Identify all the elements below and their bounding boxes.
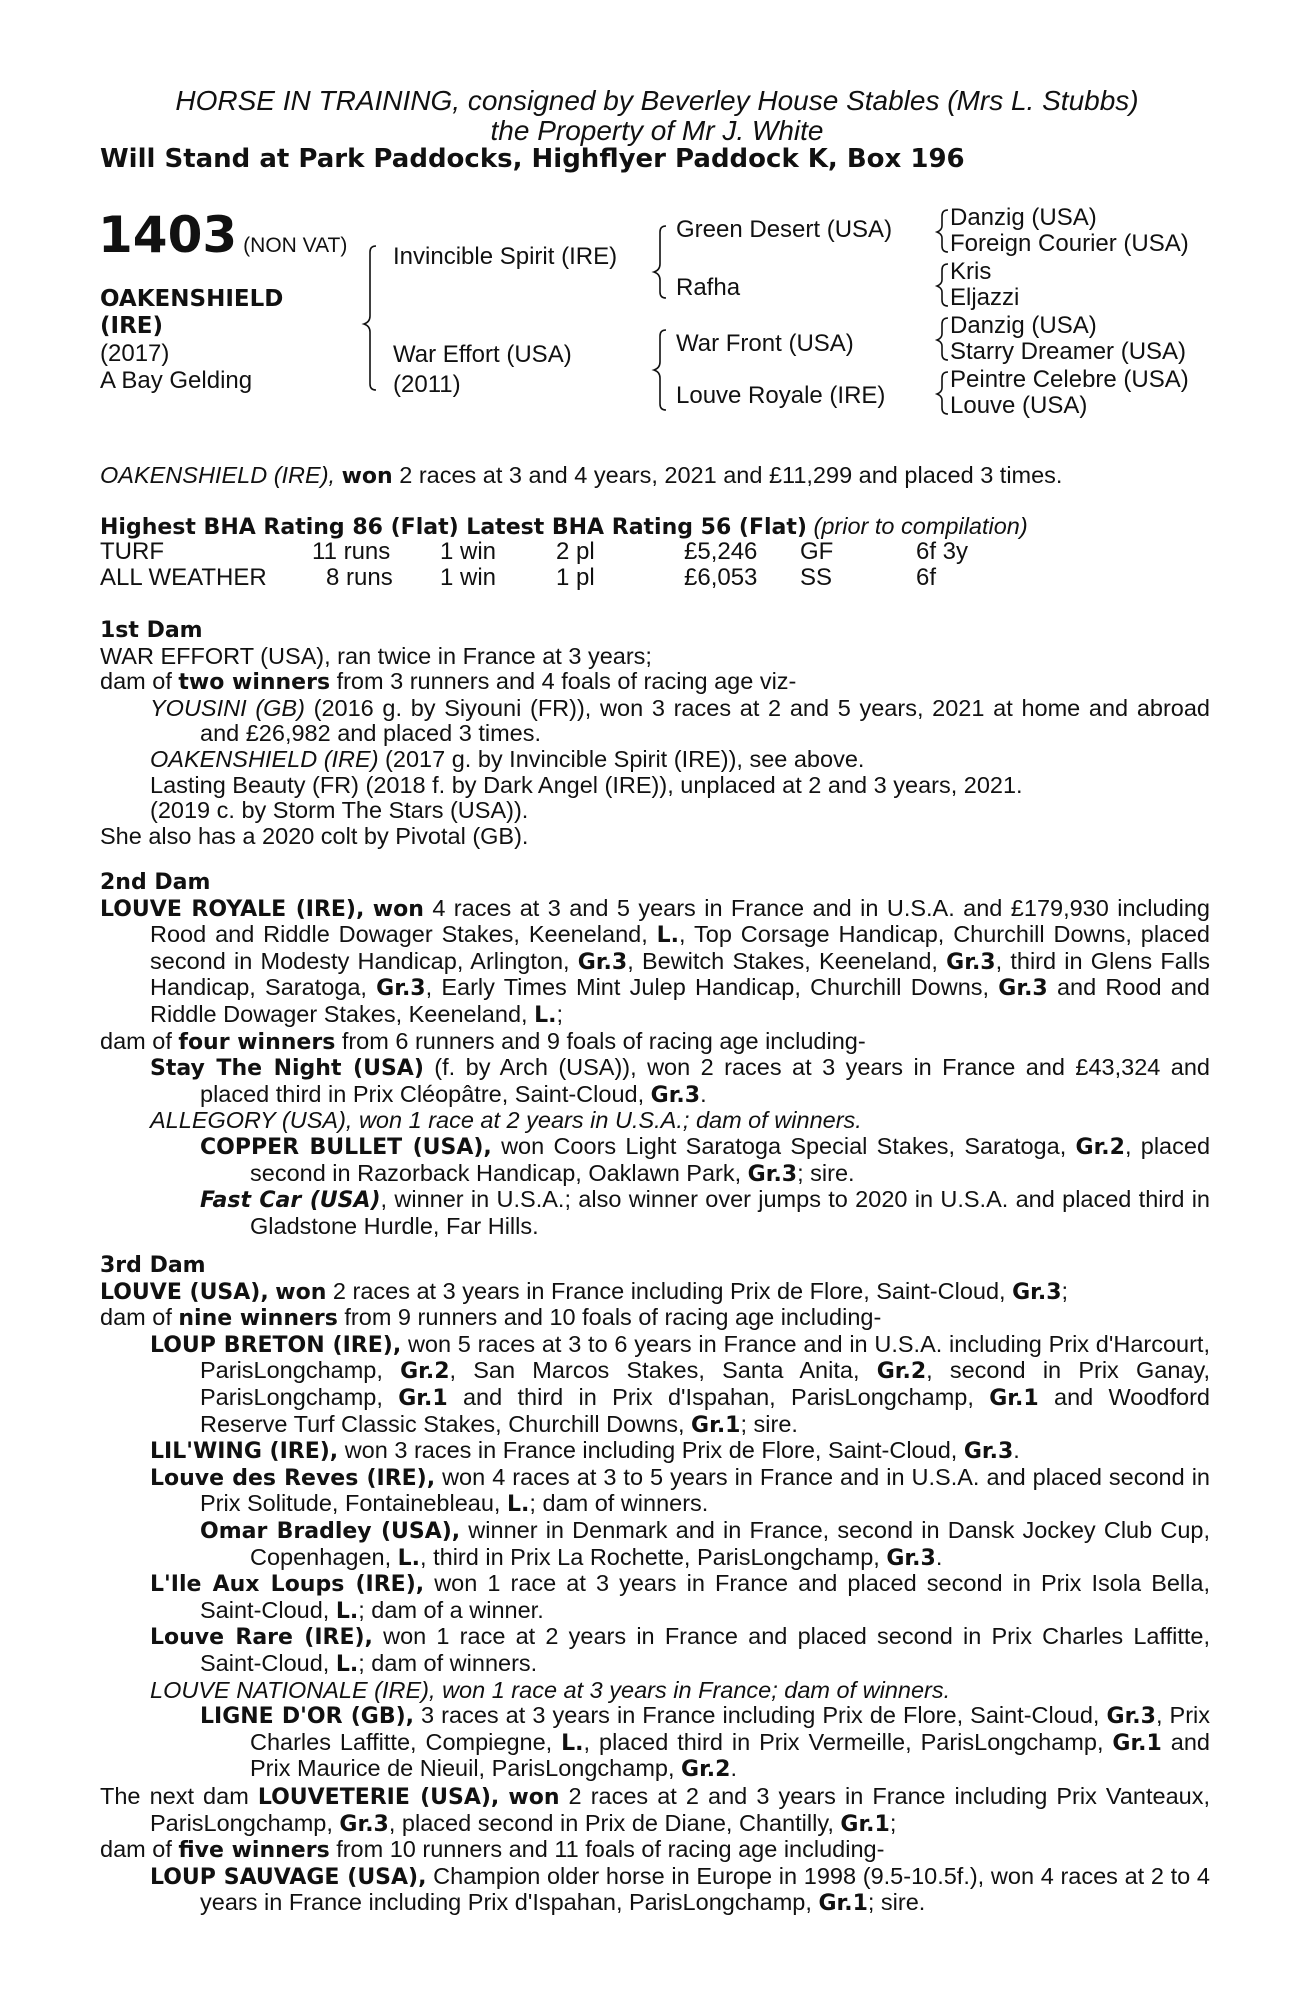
- won: won: [508, 1785, 560, 1810]
- summary-won: won: [341, 464, 393, 489]
- listed: L.: [335, 1651, 359, 1677]
- text: (2016 g. by Siyouni (FR)), won 3 races at 2 and 5 years, 2021 at home and abroad and £26,982 and placed 3 times.: [200, 694, 1210, 747]
- also-has-line: She also has a 2020 colt by Pivotal (GB).: [100, 822, 529, 849]
- text: The next dam: [100, 1783, 258, 1809]
- sire: Invincible Spirit (IRE): [393, 243, 618, 270]
- text: dam of: [100, 668, 179, 695]
- grade: Gr.2: [681, 1757, 731, 1783]
- ggp-8: Louve (USA): [950, 392, 1088, 419]
- text: , Bewitch Stakes, Keeneland,: [627, 947, 947, 974]
- listed: L.: [335, 1598, 359, 1624]
- third-dam-heading: 3rd Dam: [100, 1253, 206, 1278]
- first-dam-line: WAR EFFORT (USA), ran twice in France at 3 years;: [100, 642, 652, 669]
- text: (2017 g. by Invincible Spirit (IRE)), see above.: [378, 745, 865, 772]
- ggp-3: Kris: [950, 258, 992, 285]
- text: ; dam of winners.: [358, 1649, 538, 1676]
- dam-name: LOUVE (USA),: [100, 1279, 269, 1305]
- grade: Gr.3: [376, 976, 426, 1002]
- stat-going: SS: [800, 564, 833, 591]
- text: Champion older horse in Europe in 1998 (9.5-10.5f.), won 4 races at 2 to 4 years in France including Prix d'Ispahan, ParisLongchamp,: [200, 1862, 1210, 1916]
- progeny-entry: Lasting Beauty (FR) (2018 f. by Dark Angel (IRE)), unplaced at 2 and 3 years, 2021.: [150, 771, 1023, 798]
- grade: Gr.3: [963, 1439, 1014, 1465]
- text: dam of: [100, 1836, 179, 1863]
- text: 3 races at 3 years in France including Prix de Flore, Saint-Cloud,: [414, 1702, 1107, 1729]
- grade: Gr.3: [577, 949, 628, 975]
- rating-bold: Highest BHA Rating 86 (Flat) Latest BHA Rating 56 (Flat): [100, 515, 807, 540]
- text: .: [1013, 1437, 1020, 1464]
- next-dam-section: [100, 1784, 1210, 1917]
- third-dam-section: [100, 1253, 1210, 1783]
- second-dam-heading: 2nd Dam: [100, 870, 211, 895]
- dam-dam: Louve Royale (IRE): [676, 382, 886, 409]
- stat-going: GF: [800, 538, 834, 565]
- grade: Gr.1: [818, 1891, 868, 1917]
- progeny-name: OAKENSHIELD (IRE): [150, 745, 379, 772]
- grade: Gr.3: [886, 1545, 936, 1571]
- text: (f. by Arch (USA)), won 2 races at 3 years in France and £43,324 and placed third in Prix Cléopâtre, Saint-Cloud,: [200, 1054, 1210, 1107]
- text: dam of: [100, 1027, 179, 1054]
- stat-surface: ALL WEATHER: [100, 564, 267, 591]
- grade: Gr.2: [876, 1359, 927, 1385]
- progeny-name: Omar Bradley (USA),: [200, 1518, 461, 1544]
- text: and Prix Maurice de Nieuil, ParisLongchamp,: [250, 1728, 1210, 1782]
- first-dam-section: [100, 618, 1210, 849]
- text: and Woodford Reserve Turf Classic Stakes, Churchill Downs,: [200, 1383, 1210, 1437]
- text: , third in Glens Falls Handicap, Saratoga,: [150, 947, 1211, 1001]
- stat-wins: 1 win: [440, 564, 497, 591]
- text: won 4 races at 3 to 5 years in France and in U.S.A. and placed second in Prix Solitude, Fontainebleau,: [200, 1463, 1210, 1517]
- text: , placed second in Razorback Handicap, Oaklawn Park,: [250, 1132, 1211, 1186]
- progeny-name: LIL'WING (IRE),: [150, 1439, 339, 1465]
- text: from 6 runners and 9 foals of racing age including-: [335, 1027, 866, 1054]
- first-dam-heading: 1st Dam: [100, 618, 203, 643]
- dam-name: LOUVE ROYALE (IRE),: [100, 896, 365, 922]
- ggp-1: Danzig (USA): [950, 204, 1097, 231]
- text: winner in Denmark and in France, second in Dansk Jockey Club Cup, Copenhagen,: [250, 1516, 1210, 1570]
- text: .: [935, 1543, 943, 1570]
- stat-runs: 11 runs: [312, 538, 391, 565]
- stand-line: Will Stand at Park Paddocks, Highflyer Paddock K, Box 196: [100, 144, 965, 174]
- text: won Coors Light Saratoga Special Stakes, Saratoga,: [491, 1132, 1076, 1159]
- grade: Gr.2: [400, 1359, 450, 1385]
- horse-year: (2017): [100, 340, 170, 367]
- progeny-name: Louve Rare (IRE),: [150, 1625, 373, 1651]
- stat-wins: 1 win: [440, 538, 497, 565]
- text: from 3 runners and 4 foals of racing age viz-: [330, 668, 797, 695]
- grade: Gr.3: [650, 1082, 701, 1108]
- text: .: [730, 1755, 737, 1782]
- grade: Gr.3: [1012, 1279, 1062, 1305]
- stat-money: £6,053: [684, 564, 758, 591]
- progeny-entry: [100, 747, 1210, 773]
- summary-text: 2 races at 3 and 4 years, 2021 and £11,299 and placed 3 times.: [392, 462, 1063, 488]
- stat-money: £5,246: [684, 538, 758, 565]
- text: , second in Prix Ganay, ParisLongchamp,: [200, 1357, 1211, 1410]
- second-dam-section: [100, 870, 1210, 1239]
- text: ;: [556, 1000, 563, 1027]
- progeny-name: Fast Car (USA): [200, 1188, 381, 1214]
- grade: Gr.3: [339, 1811, 389, 1837]
- text: .: [700, 1080, 707, 1107]
- winners-count: nine winners: [178, 1306, 338, 1332]
- text: ; dam of winners.: [529, 1490, 709, 1517]
- stat-placed: 1 pl: [556, 564, 595, 591]
- summary-name: OAKENSHIELD (IRE),: [100, 462, 336, 488]
- listed: L.: [561, 1730, 584, 1756]
- race-summary: [100, 463, 1210, 490]
- grade: Gr.3: [1106, 1704, 1156, 1730]
- text: 4 races at 3 and 5 years in France and in U.S.A. and £179,930 including Rood and Riddle Dowager Stakes, Keeneland,: [150, 894, 1211, 948]
- text: , Early Times Mint Julep Handicap, Churchill Downs,: [425, 974, 999, 1001]
- text: , third in Prix La Rochette, ParisLongchamp,: [420, 1543, 887, 1570]
- grade: Gr.1: [1112, 1730, 1162, 1756]
- consignor-line: HORSE IN TRAINING, consigned by Beverley House Stables (Mrs L. Stubbs): [175, 85, 1139, 116]
- progeny-name: Stay The Night (USA): [150, 1056, 424, 1082]
- grade: Gr.1: [398, 1385, 448, 1411]
- dam-name: LOUVETERIE (USA),: [257, 1785, 500, 1810]
- dam-sire: War Front (USA): [676, 330, 854, 357]
- lot-number: 1403: [98, 206, 238, 264]
- text: , placed third in Prix Vermeille, ParisLongchamp,: [583, 1728, 1113, 1755]
- text: , San Marcos Stakes, Santa Anita,: [449, 1357, 877, 1384]
- text: and Rood and Riddle Dowager Stakes, Keeneland,: [150, 974, 1210, 1027]
- sire-sire: Green Desert (USA): [676, 216, 893, 243]
- grade: Gr.1: [840, 1811, 890, 1837]
- text: ; sire.: [797, 1159, 855, 1186]
- won: won: [372, 896, 424, 922]
- text: , placed second in Prix de Diane, Chantilly,: [388, 1809, 841, 1836]
- text: , Top Corsage Handicap, Churchill Downs, placed second in Modesty Handicap, Arlington,: [150, 921, 1210, 974]
- horse-name: OAKENSHIELD: [100, 286, 284, 312]
- listed: L.: [534, 1002, 557, 1028]
- progeny-name: L'Ile Aux Loups (IRE),: [150, 1572, 425, 1598]
- listed: L.: [397, 1545, 421, 1571]
- stat-runs: 8 runs: [326, 564, 393, 591]
- text: , Prix Charles Laffitte, Compiegne,: [250, 1702, 1211, 1755]
- grade: Gr.1: [691, 1412, 741, 1438]
- stat-distance: 6f 3y: [916, 538, 969, 565]
- text: 2 races at 3 years in France including Prix de Flore, Saint-Cloud,: [326, 1277, 1013, 1304]
- dam-year: (2011): [393, 371, 461, 398]
- text: won 3 races in France including Prix de Flore, Saint-Cloud,: [338, 1437, 964, 1464]
- ggp-5: Danzig (USA): [950, 312, 1097, 339]
- text: ; sire.: [867, 1889, 926, 1916]
- text: and third in Prix d'Ispahan, ParisLongchamp,: [447, 1383, 990, 1410]
- text: ;: [889, 1809, 897, 1836]
- progeny-entry: (2019 c. by Storm The Stars (USA)).: [150, 797, 529, 824]
- text: won 1 race at 3 years in France and placed second in Prix Isola Bella, Saint-Cloud,: [200, 1570, 1210, 1623]
- text: dam of: [100, 1304, 179, 1331]
- ggp-2: Foreign Courier (USA): [950, 230, 1189, 257]
- stat-surface: TURF: [100, 538, 164, 565]
- ggp-4: Eljazzi: [950, 284, 1020, 311]
- progeny-name: Louve des Reves (IRE),: [150, 1465, 436, 1491]
- listed: L.: [507, 1492, 530, 1518]
- text: , winner in U.S.A.; also winner over jumps to 2020 in U.S.A. and placed third in Gladstone Hurdle, Far Hills.: [250, 1186, 1210, 1239]
- listed: L.: [656, 923, 680, 949]
- grade: Gr.1: [989, 1385, 1039, 1411]
- grade: Gr.3: [747, 1161, 798, 1187]
- vat-status: (NON VAT): [243, 234, 348, 257]
- text: from 10 runners and 11 foals of racing age including-: [329, 1836, 885, 1863]
- winners-count: two winners: [178, 670, 331, 696]
- progeny-name: COPPER BULLET (USA),: [200, 1134, 492, 1160]
- text: ; dam of a winner.: [358, 1596, 544, 1623]
- text: ;: [1061, 1277, 1069, 1304]
- progeny-entry: LOUVE NATIONALE (IRE), won 1 race at 3 years in France; dam of winners.: [150, 1676, 951, 1703]
- grade: Gr.3: [946, 949, 996, 975]
- winners-count: four winners: [178, 1029, 336, 1055]
- text: won 1 race at 2 years in France and placed second in Prix Charles Laffitte, Saint-Cloud,: [200, 1623, 1210, 1676]
- progeny-entry: [100, 696, 1210, 747]
- stat-distance: 6f: [916, 564, 937, 591]
- grade: Gr.3: [998, 976, 1048, 1002]
- grade: Gr.2: [1075, 1134, 1125, 1160]
- text: from 9 runners and 10 foals of racing age including-: [337, 1304, 882, 1331]
- won: won: [275, 1279, 327, 1305]
- property-line: the Property of Mr J. White: [490, 115, 824, 146]
- text: ; sire.: [740, 1410, 798, 1437]
- ggp-7: Peintre Celebre (USA): [950, 366, 1189, 393]
- rating-line: [100, 514, 1210, 541]
- progeny-name: LOUP SAUVAGE (USA),: [150, 1864, 427, 1890]
- progeny-name: LOUP BRETON (IRE),: [150, 1332, 402, 1358]
- progeny-name: YOUSINI (GB): [150, 694, 305, 721]
- sire-dam: Rafha: [676, 274, 741, 301]
- text: won 5 races at 3 to 6 years in France and in U.S.A. including Prix d'Harcourt, ParisLongchamp,: [200, 1330, 1210, 1384]
- horse-description: A Bay Gelding: [100, 367, 253, 394]
- stat-placed: 2 pl: [556, 538, 595, 565]
- text: 2 races at 2 and 3 years in France including Prix Vanteaux, ParisLongchamp,: [150, 1783, 1211, 1836]
- horse-origin: (IRE): [100, 313, 164, 339]
- progeny-entry: ALLEGORY (USA), won 1 race at 2 years in U.S.A.; dam of winners.: [150, 1107, 862, 1134]
- dam: War Effort (USA): [393, 341, 572, 368]
- winners-count: five winners: [178, 1838, 330, 1864]
- ggp-6: Starry Dreamer (USA): [950, 338, 1187, 365]
- progeny-name: LIGNE D'OR (GB),: [200, 1704, 414, 1730]
- rating-note: (prior to compilation): [813, 513, 1028, 539]
